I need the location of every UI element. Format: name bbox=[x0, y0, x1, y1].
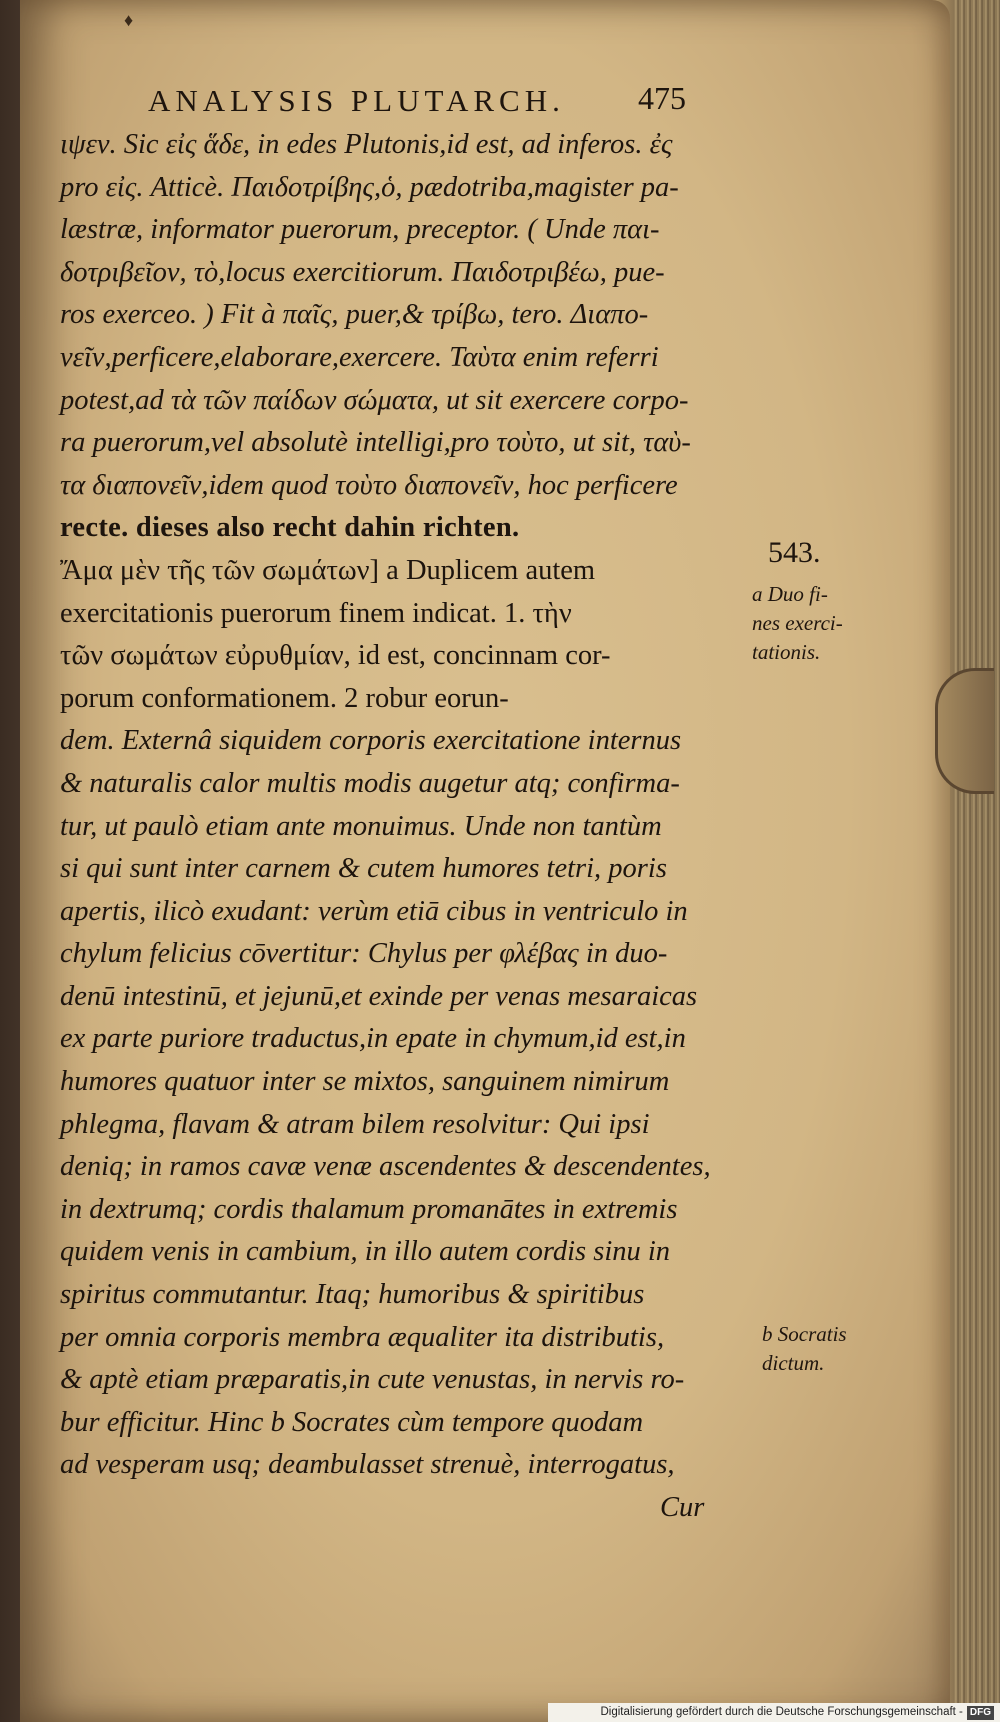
margin-note-line: tationis. bbox=[752, 640, 821, 664]
credit-text: Digitalisierung gefördert durch die Deutsche Forschungsgemeinschaft - bbox=[600, 1706, 963, 1718]
text-line: pro εἰς. Atticè. Παιδοτρίβης,ὁ, pædotriba,magister pa- bbox=[60, 171, 679, 203]
margin-note-a bbox=[752, 580, 843, 667]
text-line: per omnia corporis membra æqualiter ita distributis, bbox=[60, 1321, 665, 1353]
margin-note-line: dictum. bbox=[762, 1351, 825, 1375]
text-line: si qui sunt inter carnem & cutem humores tetri, poris bbox=[60, 853, 667, 885]
text-line: denū intestinū, et jejunū,et exinde per venas mesaraicas bbox=[60, 980, 698, 1012]
text-line: porum conformationem. 2 robur eorun- bbox=[60, 682, 509, 714]
text-line: bur efficitur. Hinc b Socrates cùm tempore quodam bbox=[60, 1406, 644, 1438]
dfg-logo: DFG bbox=[967, 1706, 994, 1720]
text-line: deniq; in ramos cavæ venæ ascendentes & descendentes, bbox=[60, 1151, 711, 1183]
margin-note-b bbox=[762, 1320, 847, 1378]
text-line: & naturalis calor multis modis augetur atq; confirma- bbox=[60, 767, 680, 799]
text-line: chylum felicius cōvertitur: Chylus per φλέβας in duo- bbox=[60, 938, 668, 970]
margin-number: 543. bbox=[768, 536, 821, 569]
text-line: Ἄμα μὲν τῆς τῶν σωμάτων] a Duplicem autem bbox=[60, 554, 596, 586]
text-line: ra puerorum,vel absolutè intelligi,pro τοὺτο, ut sit, ταὺ- bbox=[60, 427, 691, 459]
text-line: spiritus commutantur. Itaq; humoribus & spiritibus bbox=[60, 1279, 645, 1311]
text-line: tur, ut paulò etiam ante monuimus. Unde non tantùm bbox=[60, 810, 662, 842]
paper-page bbox=[20, 0, 950, 1722]
text-line: dem. Externâ siquidem corporis exercitatione internus bbox=[60, 725, 682, 757]
body-text bbox=[60, 124, 760, 1530]
text-line: ros exerceo. ) Fit à παῖς, puer,& τρίβω, tero. Διαπο- bbox=[60, 299, 649, 331]
margin-note-line: b Socratis bbox=[762, 1322, 847, 1346]
text-line: δοτριβεῖον, τὸ,locus exercitiorum. Παιδοτριβέω, pue- bbox=[60, 256, 665, 288]
text-line: ad vesperam usq; deambulasset strenuè, interrogatus, bbox=[60, 1449, 675, 1481]
digitization-credit bbox=[548, 1703, 1000, 1722]
text-line: & aptè etiam præparatis,in cute venustas, in nervis ro- bbox=[60, 1364, 685, 1396]
margin-note-line: a Duo fi- bbox=[752, 582, 828, 606]
text-line: exercitationis puerorum finem indicat. 1. τὴν bbox=[60, 597, 572, 629]
book-clasp bbox=[935, 668, 994, 794]
text-line: potest,ad τὰ τῶν παίδων σώματα, ut sit exercere corpo- bbox=[60, 384, 689, 416]
corner-mark: ♦ bbox=[124, 10, 134, 30]
text-line: νεῖν,perficere,elaborare,exercere. Ταὺτα enim referri bbox=[60, 341, 659, 373]
text-line: Cur bbox=[660, 1492, 705, 1523]
text-line: recte. dieses also recht dahin richten. bbox=[60, 512, 520, 544]
text-line: apertis, ilicò exudant: verùm etiā cibus in ventriculo in bbox=[60, 895, 688, 927]
margin-note-line: nes exerci- bbox=[752, 611, 843, 635]
text-line: in dextrumq; cordis thalamum promanātes in extremis bbox=[60, 1193, 678, 1225]
running-head: ANALYSIS PLUTARCH. bbox=[148, 83, 565, 118]
text-line: phlegma, flavam & atram bilem resolvitur: Qui ipsi bbox=[60, 1108, 650, 1140]
folio-number: 475 bbox=[638, 80, 686, 116]
text-line: ex parte puriore traductus,in epate in chymum,id est,in bbox=[60, 1023, 686, 1055]
page-fore-edge bbox=[954, 0, 1000, 1722]
text-line: quidem venis in cambium, in illo autem cordis sinu in bbox=[60, 1236, 671, 1268]
text-line: læstræ, informator puerorum, preceptor. ( Unde παι- bbox=[60, 214, 660, 246]
text-line: τῶν σωμάτων εὐρυθμίαν, id est, concinnam cor- bbox=[60, 640, 611, 672]
text-line: humores quatuor inter se mixtos, sanguinem nimirum bbox=[60, 1066, 670, 1098]
text-line: τα διαπονεῖν,idem quod τοὺτο διαπονεῖν, hoc perficere bbox=[60, 469, 678, 501]
text-line: ιψεν. Sic εἰς ἅδε, in edes Plutonis,id est, ad inferos. ἐς bbox=[60, 129, 673, 160]
